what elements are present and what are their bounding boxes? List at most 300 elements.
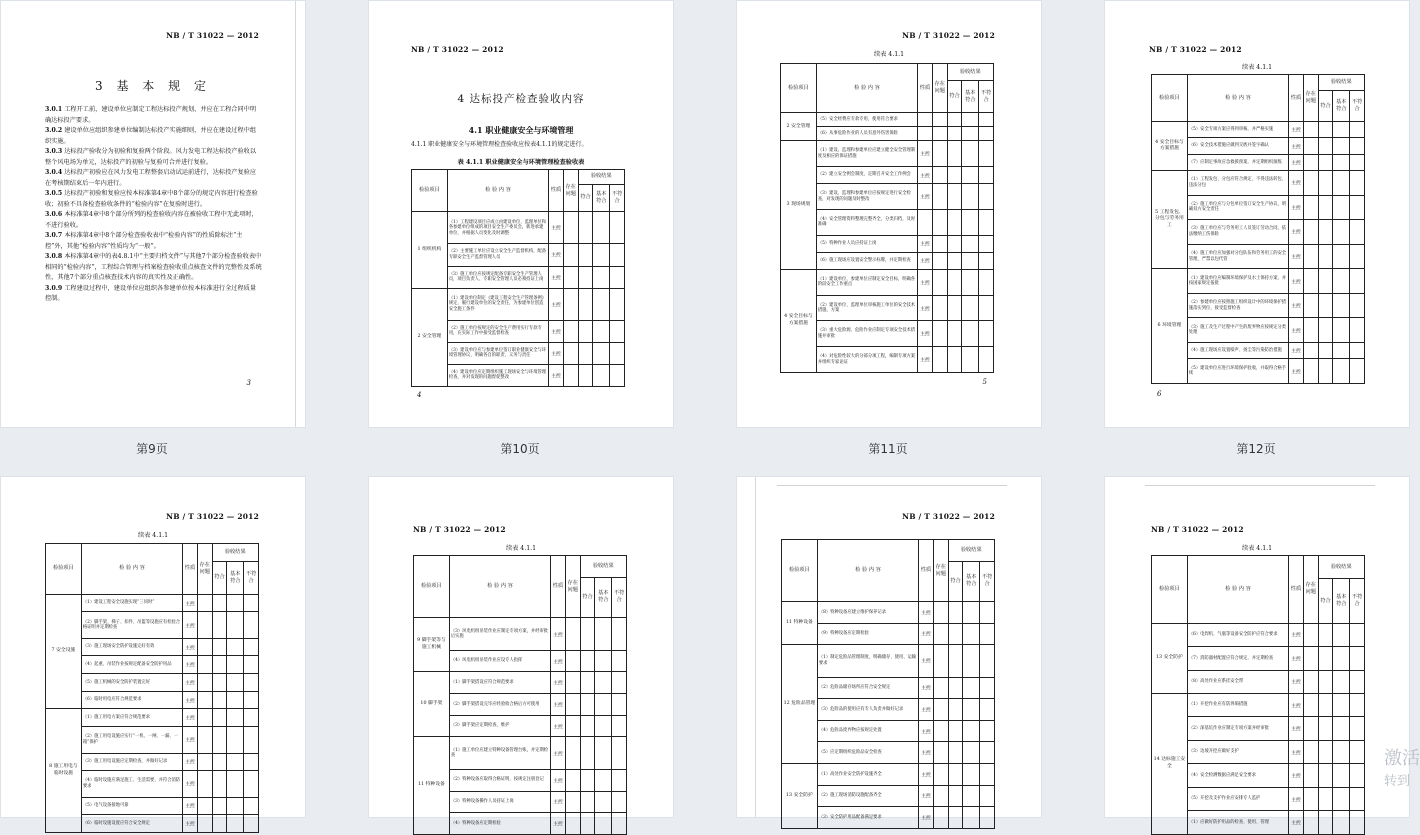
nature-cell: 主控 bbox=[549, 244, 564, 266]
nature-cell: 主控 bbox=[551, 618, 566, 651]
inspection-item: （6）电焊机、气瓶等设备安全防护应符合要求 bbox=[1187, 623, 1288, 646]
inspection-item: （9）特种设备应定期检验 bbox=[817, 623, 918, 645]
inspection-item: （1）应做好防护用品的检查、使用、管理 bbox=[1187, 811, 1288, 835]
result-cell bbox=[563, 244, 578, 266]
result-cell bbox=[612, 813, 627, 835]
result-cell bbox=[565, 813, 580, 835]
page-number: 5 bbox=[982, 378, 987, 386]
inspection-item: （3）安全防护用品配备满足要求 bbox=[817, 807, 918, 829]
result-cell bbox=[563, 212, 578, 244]
result-cell bbox=[1333, 138, 1350, 154]
result-cell bbox=[947, 269, 962, 295]
result-cell bbox=[565, 769, 580, 791]
inspection-item: （5）建设单位应进行环境保护验收，并取得合格手续 bbox=[1187, 359, 1288, 384]
result-cell bbox=[610, 244, 625, 266]
result-cell bbox=[980, 785, 995, 807]
nature-cell: 主控 bbox=[183, 594, 198, 612]
page-caption-10[interactable]: 第10页 bbox=[500, 442, 540, 456]
inspection-item: （6）安全技术措施应做到交底并签字确认 bbox=[1187, 138, 1288, 154]
result-cell bbox=[212, 727, 227, 753]
page-thumbnail-9[interactable] bbox=[0, 0, 306, 428]
nature-cell: 主控 bbox=[919, 785, 934, 807]
clause: 3.0.4 达标投产初验应在风力发电工程整套启动试运前进行，达标投产复验应在考核期结束后一年内进行。 bbox=[45, 169, 257, 187]
result-cell bbox=[1303, 623, 1318, 646]
result-cell bbox=[962, 235, 979, 252]
header-project: 检验项目 bbox=[1152, 556, 1188, 624]
nature-cell: 主控 bbox=[551, 737, 566, 770]
nature-cell: 主控 bbox=[918, 235, 933, 252]
result-cell bbox=[1333, 787, 1350, 810]
result-cell bbox=[963, 720, 980, 742]
header-nature: 性质 bbox=[918, 64, 933, 113]
result-cell bbox=[1333, 195, 1350, 220]
doc-code: NB / T 31022 — 2012 bbox=[413, 525, 506, 534]
table-row bbox=[781, 269, 994, 295]
result-cell bbox=[933, 720, 948, 742]
result-cell bbox=[933, 699, 948, 721]
table-title: 续表 4.1.1 bbox=[137, 532, 169, 539]
inspection-item: （6）施工现场应设置安全警示标牌，并定期检查 bbox=[816, 252, 917, 269]
header-project: 检验项目 bbox=[1152, 75, 1188, 122]
result-cell bbox=[1333, 342, 1350, 358]
nature-cell: 主控 bbox=[919, 764, 934, 786]
result-cell bbox=[212, 594, 227, 612]
result-cell bbox=[979, 321, 994, 347]
project-label: 2 安全管理 bbox=[412, 288, 448, 386]
clause: 3.0.8 本标准第4章中的表4.8.1中“主要归档文件”与其他7个部分检查验收表中相同的“检验内容”，工程综合管理与档案检查验收重点核查文件的完整性及系统性，其他7个部分重点核查技术内容的真实性及正确性。 bbox=[45, 253, 262, 281]
nature-cell: 主控 bbox=[918, 141, 933, 167]
page-thumbnail-10[interactable] bbox=[368, 0, 674, 428]
table-row bbox=[414, 672, 627, 694]
result-cell bbox=[227, 656, 244, 674]
inspection-item: （1）建设单位应编制环境保护及水土保持方案，并按国家规定报批 bbox=[1187, 269, 1288, 294]
result-cell bbox=[1350, 318, 1365, 343]
doc-code: NB / T 31022 — 2012 bbox=[902, 512, 995, 521]
clause: 3.0.7 本标准第4章中8个部分检查验收表中“检验内容”的性质除标注“主控”外，其他“检验内容”性质均为“一般”。 bbox=[45, 232, 243, 250]
result-cell bbox=[212, 815, 227, 833]
result-cell bbox=[948, 742, 963, 764]
result-cell bbox=[1318, 670, 1333, 693]
table-header-row bbox=[414, 556, 627, 578]
section-title: 4.1 职业健康安全与环境管理 bbox=[468, 125, 574, 135]
inspection-item: （5）安全经费应专款专用，使用符合要求 bbox=[816, 113, 917, 127]
inspection-item: （4）危险品废弃物应按规定处置 bbox=[817, 720, 918, 742]
result-cell bbox=[1303, 318, 1318, 343]
result-cell bbox=[212, 753, 227, 771]
header-content: 检 验 内 容 bbox=[1187, 75, 1288, 122]
result-cell bbox=[963, 742, 980, 764]
header-nonconform: 不符合 bbox=[610, 184, 625, 212]
header-nonconform: 不符合 bbox=[244, 561, 259, 594]
result-cell bbox=[932, 166, 947, 183]
inspection-item: （4）建设单位应定期组织施工现场安全与环境管理检查，并对发现的问题督促整改 bbox=[447, 364, 548, 386]
result-cell bbox=[933, 742, 948, 764]
result-cell bbox=[1350, 693, 1365, 716]
result-cell bbox=[1318, 293, 1333, 318]
inspection-item: （1）施工单位应建立特种设备管理台账，并定期检查 bbox=[449, 737, 550, 770]
result-cell bbox=[1350, 670, 1365, 693]
result-cell bbox=[1333, 359, 1350, 384]
nature-cell: 主控 bbox=[1289, 670, 1304, 693]
result-cell bbox=[963, 764, 980, 786]
result-cell bbox=[963, 645, 980, 677]
nature-cell: 主控 bbox=[1289, 764, 1304, 787]
result-cell bbox=[932, 113, 947, 127]
header-conform: 符合 bbox=[948, 561, 963, 602]
header-basic: 基本符合 bbox=[593, 184, 610, 212]
result-cell bbox=[1303, 787, 1318, 810]
result-cell bbox=[932, 321, 947, 347]
result-cell bbox=[963, 623, 980, 645]
result-cell bbox=[962, 209, 979, 235]
result-cell bbox=[1318, 717, 1333, 740]
header-content: 检 验 内 容 bbox=[1187, 556, 1288, 624]
table-title: 续表 4.1.1 bbox=[505, 545, 537, 552]
result-cell bbox=[197, 709, 212, 727]
inspection-item: （4）临时设施应满足施工、生活需要，并符合消防要求 bbox=[81, 771, 182, 797]
inspection-table bbox=[411, 169, 625, 387]
result-cell bbox=[244, 815, 259, 833]
header-nature: 性质 bbox=[551, 556, 566, 618]
result-cell bbox=[197, 674, 212, 692]
header-result: 验收结果 bbox=[212, 544, 258, 562]
table-row bbox=[414, 737, 627, 770]
result-cell bbox=[244, 797, 259, 815]
result-cell bbox=[227, 771, 244, 797]
table-header-row bbox=[1152, 556, 1365, 579]
clause: 3.0.1 工程开工前，建设单位应制定工程达标投产规划，并应在工程合同中明确达标投产要求。 bbox=[45, 106, 257, 124]
clause: 3.0.6 本标准第4章中8个部分所列的检查验收内容在被验收工程中无此项时，不进行验收。 bbox=[45, 211, 258, 229]
clause: 3.0.5 达标投产初验和复验应按本标准第4章中8个部分的规定内容进行检查验收；初验不具备检查验收条件的“检验内容”在复验时进行。 bbox=[45, 190, 258, 208]
header-nature: 性质 bbox=[1289, 556, 1304, 624]
table-title: 续表 4.1.1 bbox=[873, 51, 905, 58]
result-cell bbox=[1333, 717, 1350, 740]
result-cell bbox=[1318, 811, 1333, 835]
inspection-item: （1）开挖作业应有防坍塌措施 bbox=[1187, 693, 1288, 716]
result-cell bbox=[197, 771, 212, 797]
result-cell bbox=[595, 618, 612, 651]
header-content: 检 验 内 容 bbox=[816, 64, 917, 113]
result-cell bbox=[565, 715, 580, 737]
nature-cell: 主控 bbox=[1289, 122, 1304, 138]
result-cell bbox=[962, 113, 979, 127]
clause: 3.0.9 工程建设过程中，建设单位应组织各参建单位按本标准进行全过程质量控制。 bbox=[45, 284, 257, 302]
result-cell bbox=[612, 650, 627, 672]
result-cell bbox=[580, 650, 595, 672]
scan-edge bbox=[295, 1, 296, 427]
doc-code: NB / T 31022 — 2012 bbox=[411, 45, 504, 54]
project-label: 14 达标施工安全 bbox=[1152, 693, 1188, 834]
nature-cell: 主控 bbox=[919, 677, 934, 699]
table-row bbox=[46, 709, 259, 727]
result-cell bbox=[244, 656, 259, 674]
result-cell bbox=[1303, 740, 1318, 763]
result-cell bbox=[980, 623, 995, 645]
result-cell bbox=[947, 252, 962, 269]
result-cell bbox=[612, 715, 627, 737]
page-thumbnail-16[interactable] bbox=[1104, 476, 1410, 827]
result-cell bbox=[580, 672, 595, 694]
result-cell bbox=[1303, 647, 1318, 670]
result-cell bbox=[1318, 647, 1333, 670]
nature-cell: 主控 bbox=[1289, 647, 1304, 670]
result-cell bbox=[1350, 764, 1365, 787]
inspection-item: （2）施工单位按规定的安全生产费用实行专款专用，在实际工作中接受监督检查 bbox=[447, 320, 548, 342]
result-cell bbox=[212, 691, 227, 709]
result-cell bbox=[933, 807, 948, 829]
page-thumbnail-14[interactable] bbox=[368, 476, 674, 828]
result-cell bbox=[578, 288, 593, 320]
result-cell bbox=[947, 184, 962, 210]
table-row bbox=[781, 113, 994, 127]
table-row bbox=[46, 594, 259, 612]
result-cell bbox=[962, 141, 979, 167]
page-caption-12[interactable]: 第12页 bbox=[1236, 442, 1276, 456]
result-cell bbox=[227, 797, 244, 815]
header-issue: 存在问题 bbox=[563, 170, 578, 212]
header-issue: 存在问题 bbox=[933, 540, 948, 602]
nature-cell: 主控 bbox=[551, 650, 566, 672]
result-cell bbox=[1303, 195, 1318, 220]
header-project: 检验项目 bbox=[412, 170, 448, 212]
inspection-item: （1）高处作业安全防护设施齐全 bbox=[817, 764, 918, 786]
result-cell bbox=[1303, 717, 1318, 740]
project-label: 10 脚手架 bbox=[414, 672, 450, 737]
inspection-table bbox=[45, 543, 259, 833]
inspection-item: （3）脚手架应定期检查、维护 bbox=[449, 715, 550, 737]
page-thumbnail-15[interactable] bbox=[736, 476, 1042, 822]
result-cell bbox=[197, 691, 212, 709]
nature-cell: 主控 bbox=[183, 612, 198, 638]
result-cell bbox=[610, 364, 625, 386]
result-cell bbox=[933, 602, 948, 624]
result-cell bbox=[1350, 220, 1365, 245]
inspection-item: （5）应定期组织危险品安全检查 bbox=[817, 742, 918, 764]
inspection-item: （2）危险品储存场所应符合安全规定 bbox=[817, 677, 918, 699]
result-cell bbox=[595, 715, 612, 737]
result-cell bbox=[197, 638, 212, 656]
nature-cell: 主控 bbox=[918, 295, 933, 321]
result-cell bbox=[1333, 154, 1350, 170]
nature-cell: 主控 bbox=[1289, 138, 1304, 154]
inspection-item: （1）工程发包、分包应符合规定，不得违法转包、违法分包 bbox=[1187, 171, 1288, 196]
result-cell bbox=[979, 113, 994, 127]
table-row bbox=[1152, 693, 1365, 716]
result-cell bbox=[1333, 244, 1350, 269]
header-nature: 性质 bbox=[183, 544, 198, 595]
page-caption-11[interactable]: 第11页 bbox=[868, 442, 908, 456]
result-cell bbox=[197, 612, 212, 638]
header-content: 检 验 内 容 bbox=[447, 170, 548, 212]
header-basic: 基本符合 bbox=[1333, 579, 1350, 623]
project-label: 11 特种设备 bbox=[782, 602, 818, 645]
page-caption-9[interactable]: 第9页 bbox=[136, 442, 168, 456]
result-cell bbox=[933, 785, 948, 807]
result-cell bbox=[580, 618, 595, 651]
inspection-item: （2）特种设备应取得合格证明，按规定注册登记 bbox=[449, 769, 550, 791]
result-cell bbox=[580, 813, 595, 835]
nature-cell bbox=[918, 127, 933, 141]
inspection-item: （3）建设、监理和参建单位应按规定进行安全检查，对发现的问题及时整改 bbox=[816, 184, 917, 210]
result-cell bbox=[563, 364, 578, 386]
inspection-item: （1）脚手架搭设应符合规范要求 bbox=[449, 672, 550, 694]
inspection-item: （3）建设单位应与参建单位签订职业健康安全与环境管理协议，明确各自的职责、义务与责任 bbox=[447, 342, 548, 364]
watermark-line-2: 转到 bbox=[1384, 774, 1411, 789]
result-cell bbox=[612, 694, 627, 716]
nature-cell: 主控 bbox=[183, 656, 198, 674]
nature-cell: 主控 bbox=[551, 694, 566, 716]
inspection-item: （5）安全专项方案应得到审核，并严格实施 bbox=[1187, 122, 1288, 138]
project-label: 7 安全设施 bbox=[46, 594, 82, 709]
result-cell bbox=[962, 127, 979, 141]
result-cell bbox=[1333, 693, 1350, 716]
result-cell bbox=[947, 235, 962, 252]
nature-cell: 主控 bbox=[549, 364, 564, 386]
nature-cell: 主控 bbox=[549, 212, 564, 244]
header-conform: 符合 bbox=[947, 81, 962, 113]
result-cell bbox=[932, 184, 947, 210]
nature-cell: 主控 bbox=[551, 672, 566, 694]
result-cell bbox=[1350, 269, 1365, 294]
header-nature: 性质 bbox=[549, 170, 564, 212]
header-basic: 基本符合 bbox=[963, 561, 980, 602]
result-cell bbox=[947, 321, 962, 347]
inspection-item: （4）特种设备应定期检验 bbox=[449, 813, 550, 835]
result-cell bbox=[962, 347, 979, 373]
result-cell bbox=[932, 269, 947, 295]
page-thumbnail-12[interactable] bbox=[1104, 0, 1410, 428]
result-cell bbox=[578, 364, 593, 386]
header-issue: 存在问题 bbox=[1303, 556, 1318, 624]
nature-cell: 主控 bbox=[918, 269, 933, 295]
result-cell bbox=[962, 166, 979, 183]
result-cell bbox=[932, 235, 947, 252]
result-cell bbox=[1318, 195, 1333, 220]
inspection-item: （7）应制定事故应急救援预案，并定期组织演练 bbox=[1187, 154, 1288, 170]
header-result: 验收结果 bbox=[580, 556, 626, 578]
result-cell bbox=[947, 127, 962, 141]
header-project: 检验项目 bbox=[414, 556, 450, 618]
header-content: 检 验 内 容 bbox=[817, 540, 918, 602]
doc-code: NB / T 31022 — 2012 bbox=[902, 31, 995, 40]
result-cell bbox=[932, 347, 947, 373]
result-cell bbox=[610, 212, 625, 244]
nature-cell: 主控 bbox=[549, 266, 564, 288]
header-basic: 基本符合 bbox=[227, 561, 244, 594]
result-cell bbox=[1333, 764, 1350, 787]
page-number: 6 bbox=[1157, 390, 1162, 398]
nature-cell: 主控 bbox=[1289, 244, 1304, 269]
nature-cell: 主控 bbox=[551, 769, 566, 791]
result-cell bbox=[933, 764, 948, 786]
result-cell bbox=[963, 699, 980, 721]
result-cell bbox=[593, 212, 610, 244]
nature-cell: 主控 bbox=[1289, 342, 1304, 358]
result-cell bbox=[244, 612, 259, 638]
inspection-item: （8）高处作业应系挂安全带 bbox=[1187, 670, 1288, 693]
result-cell bbox=[932, 209, 947, 235]
result-cell bbox=[593, 244, 610, 266]
result-cell bbox=[565, 672, 580, 694]
inspection-item: （3）施工单位应与劳务用工人员签订劳动合同，依法缴纳工伤保险 bbox=[1187, 220, 1288, 245]
page-thumbnail-11[interactable] bbox=[736, 0, 1042, 428]
result-cell bbox=[980, 602, 995, 624]
inspection-item: （4）施工现场应设置噪声、扬尘等污染防治措施 bbox=[1187, 342, 1288, 358]
nature-cell bbox=[918, 113, 933, 127]
result-cell bbox=[1350, 717, 1365, 740]
inspection-item: （2）施工单位应与分包单位签订安全生产协议，明确双方安全责任 bbox=[1187, 195, 1288, 220]
result-cell bbox=[565, 650, 580, 672]
result-cell bbox=[948, 645, 963, 677]
header-issue: 存在问题 bbox=[197, 544, 212, 595]
result-cell bbox=[980, 677, 995, 699]
result-cell bbox=[948, 699, 963, 721]
result-cell bbox=[565, 737, 580, 770]
nature-cell: 主控 bbox=[183, 797, 198, 815]
table-title: 表 4.1.1 职业健康安全与环境管理检查验收表 bbox=[457, 159, 585, 166]
inspection-item: （2）主要施工单位应设立安全生产监督机构，配备专职安全生产监督管理人员 bbox=[447, 244, 548, 266]
result-cell bbox=[595, 769, 612, 791]
result-cell bbox=[948, 807, 963, 829]
result-cell bbox=[1303, 293, 1318, 318]
clause-intro: 4.1.1 职业健康安全与环境管理检查验收应按表4.1.1的规定进行。 bbox=[411, 141, 588, 148]
header-conform: 符合 bbox=[580, 577, 595, 618]
result-cell bbox=[1333, 318, 1350, 343]
result-cell bbox=[565, 618, 580, 651]
result-cell bbox=[197, 594, 212, 612]
nature-cell: 主控 bbox=[1289, 220, 1304, 245]
header-project: 检验项目 bbox=[782, 540, 818, 602]
project-label: 12 危险品管理 bbox=[782, 645, 818, 764]
result-cell bbox=[595, 694, 612, 716]
result-cell bbox=[1318, 764, 1333, 787]
result-cell bbox=[1318, 740, 1333, 763]
result-cell bbox=[244, 691, 259, 709]
result-cell bbox=[1333, 171, 1350, 196]
nature-cell: 主控 bbox=[919, 720, 934, 742]
header-nature: 性质 bbox=[1289, 75, 1304, 122]
page-thumbnail-13[interactable] bbox=[0, 476, 306, 828]
result-cell bbox=[578, 212, 593, 244]
project-label: 9 脚手架等与施工机械 bbox=[414, 618, 450, 672]
result-cell bbox=[227, 727, 244, 753]
result-cell bbox=[948, 602, 963, 624]
table-row bbox=[782, 764, 995, 786]
inspection-item: （4）施工单位应加强对分包队伍和劳务用工的安全管理，严禁以包代管 bbox=[1187, 244, 1288, 269]
result-cell bbox=[1318, 154, 1333, 170]
clause: 3.0.3 达标投产验收分为初验和复验两个阶段。风力发电工程达标投产验收以整个风电场为单元，达标投产的初验与复验可合并进行复验。 bbox=[45, 148, 257, 166]
header-content: 检 验 内 容 bbox=[81, 544, 182, 595]
result-cell bbox=[612, 618, 627, 651]
result-cell bbox=[227, 674, 244, 692]
result-cell bbox=[563, 342, 578, 364]
header-basic: 基本符合 bbox=[595, 577, 612, 618]
result-cell bbox=[612, 737, 627, 770]
inspection-item: （3）施工用电设施应定期检查，并做好记录 bbox=[81, 753, 182, 771]
inspection-item: （3）风电机组吊装作业应制定专项方案，并经审批后实施 bbox=[449, 618, 550, 651]
inspection-item: （8）特种设备应建立维护保养记录 bbox=[817, 602, 918, 624]
project-label: 1 组织机构 bbox=[412, 212, 448, 288]
header-basic: 基本符合 bbox=[1333, 91, 1350, 122]
inspection-item: （3）边坡开挖应做好支护 bbox=[1187, 740, 1288, 763]
inspection-item: （6）从事危险作业的人员有意外伤害保险 bbox=[816, 127, 917, 141]
header-issue: 存在问题 bbox=[1303, 75, 1318, 122]
result-cell bbox=[212, 797, 227, 815]
result-cell bbox=[932, 252, 947, 269]
nature-cell: 主控 bbox=[1289, 359, 1304, 384]
result-cell bbox=[962, 269, 979, 295]
inspection-item: （3）施工单位应按规定配备专职安全生产管理人员，项目负责人、专职安全管理人员必须持证上岗 bbox=[447, 266, 548, 288]
